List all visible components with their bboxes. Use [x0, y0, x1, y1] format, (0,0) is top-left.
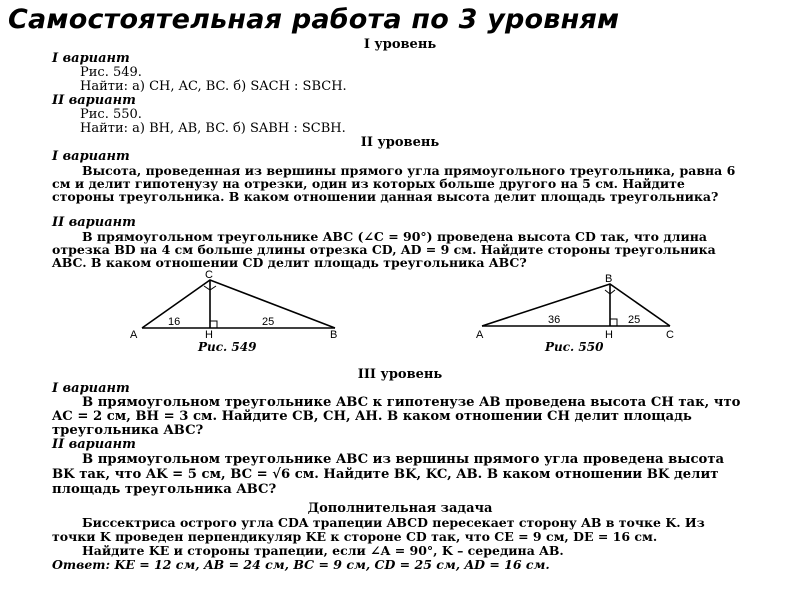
- fig549-foot-mark: [210, 321, 217, 328]
- level2-variant2-text: [52, 230, 750, 269]
- level1-variant2-task: Найти: а) BH, AB, BC. б) SABH : SCBH.: [80, 121, 346, 136]
- fig550-segment-left: 36: [548, 314, 561, 326]
- level1-heading: I уровень: [363, 37, 437, 52]
- page-title: Самостоятельная работа по 3 уровням: [8, 4, 620, 35]
- level3-variant1-text: [52, 396, 750, 438]
- fig550-label-c: C: [666, 329, 674, 341]
- level2-variant1-paragraph: Высота, проведенная из вершины прямого угла прямоугольного треугольника, равна 6 см и делит гипотенузу на отрезки, один из которых больше другого на 5 см. Найдите стороны треугольника. В каком отношении данная высота делит площадь треугольника?: [52, 163, 736, 204]
- level3-variant1-label: I вариант: [52, 381, 130, 396]
- level2-variant1-text: [52, 164, 750, 203]
- fig550-caption: Рис. 550: [545, 340, 604, 354]
- level2-variant1-label: I вариант: [52, 149, 130, 164]
- level1-variant2-figure: Рис. 550.: [80, 107, 142, 122]
- level2-variant2-label: II вариант: [52, 215, 136, 230]
- figure-549: [130, 269, 337, 341]
- extra-paragraph-2: Найдите KE и стороны трапеции, если ∠A = 90°, K – середина AB.: [82, 543, 564, 558]
- level1-variant1-label: I вариант: [52, 51, 130, 66]
- level2-heading: II уровень: [360, 135, 440, 150]
- fig550-label-a: A: [476, 329, 484, 341]
- fig549-label-b: B: [330, 329, 338, 341]
- level1-variant2-label: II вариант: [52, 93, 136, 108]
- fig549-caption: Рис. 549: [198, 340, 257, 354]
- fig550-label-b: B: [605, 273, 613, 285]
- fig550-triangle-sides: [482, 284, 670, 326]
- fig549-segment-left: 16: [168, 316, 181, 328]
- fig549-label-a: A: [130, 329, 138, 341]
- fig549-label-h: H: [205, 329, 213, 341]
- level1-variant1-figure: Рис. 549.: [80, 65, 142, 80]
- level3-variant2-label: II вариант: [52, 437, 136, 452]
- level2-variant2-paragraph: В прямоугольном треугольнике ABC (∠C = 90°) проведена высота CD так, что длина отрезка BD на 4 см больше длины отрезка CD, AD = 9 см. Найдите стороны треугольника ABC. В каком отношении CD делит площадь треугольника ABC?: [52, 229, 716, 270]
- extra-heading: Дополнительная задача: [307, 501, 493, 516]
- fig550-label-h: H: [605, 329, 613, 341]
- level3-variant2-text: [52, 452, 750, 497]
- level1-variant1-task: Найти: а) CH, AC, BC. б) SACH : SBCH.: [80, 79, 347, 94]
- extra-paragraph: Биссектриса острого угла CDA трапеции ABCD пересекает сторону AB в точке K. Из точки K проведен перпендикуляр KE к стороне CD так, что CE = 9 см, DE = 16 см.: [52, 515, 705, 544]
- fig550-segment-right: 25: [628, 314, 641, 326]
- extra-answer: Ответ: KE = 12 см, AB = 24 см, BC = 9 см, CD = 25 см, AD = 16 см.: [52, 557, 550, 572]
- level3-variant2-paragraph: В прямоугольном треугольнике ABC из вершины прямого угла проведена высота BK так, что AK = 5 см, BC = √6 см. Найдите BK, KC, AB. В каком отношении BK делит площадь треугольника ABC?: [52, 452, 725, 497]
- level3-variant1-paragraph: В прямоугольном треугольнике ABC к гипотенузе AB проведена высота CH так, что AC = 2 см, BH = 3 см. Найдите CB, CH, AH. В каком отношении CH делит площадь треугольника ABC?: [52, 395, 741, 438]
- extra-text: [52, 516, 750, 572]
- figures-area: [0, 268, 800, 358]
- fig550-foot-mark: [610, 319, 617, 326]
- figure-550: [476, 273, 674, 341]
- level3-heading: III уровень: [357, 367, 443, 382]
- fig549-label-c: C: [205, 269, 213, 281]
- fig549-segment-right: 25: [262, 316, 275, 328]
